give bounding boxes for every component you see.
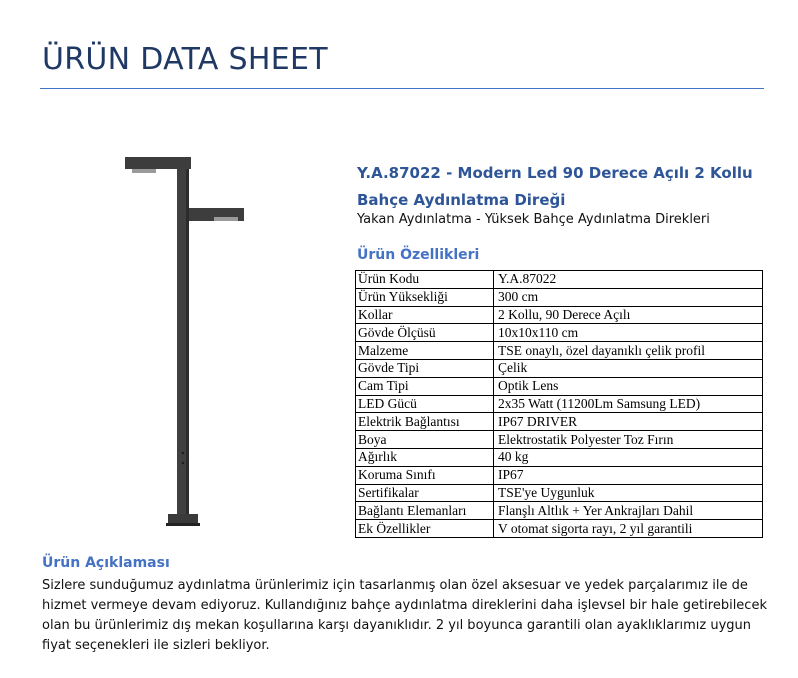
table-row: [356, 271, 763, 289]
specs-table: [355, 270, 763, 538]
spec-key: Bağlantı Elemanları: [356, 502, 494, 520]
spec-key: Sertifikalar: [356, 484, 494, 502]
spec-value: TSE onaylı, özel dayanıklı çelik profil: [494, 342, 763, 360]
spec-key: Malzeme: [356, 342, 494, 360]
table-row: [356, 502, 763, 520]
spec-key: Kollar: [356, 306, 494, 324]
table-row: [356, 413, 763, 431]
spec-key: Cam Tipi: [356, 377, 494, 395]
spec-value: Optik Lens: [494, 377, 763, 395]
table-row: [356, 395, 763, 413]
spec-key: Elektrik Bağlantısı: [356, 413, 494, 431]
description-heading: Ürün Açıklaması: [42, 555, 170, 571]
spec-value: Çelik: [494, 359, 763, 377]
table-row: [356, 484, 763, 502]
spec-key: Koruma Sınıfı: [356, 466, 494, 484]
table-row: [356, 359, 763, 377]
spec-value: 10x10x110 cm: [494, 324, 763, 342]
spec-key: Gövde Ölçüsü: [356, 324, 494, 342]
table-row: [356, 431, 763, 449]
title-divider: [40, 88, 764, 89]
table-row: [356, 288, 763, 306]
spec-key: LED Gücü: [356, 395, 494, 413]
spec-value: 300 cm: [494, 288, 763, 306]
spec-key: Boya: [356, 431, 494, 449]
table-row: [356, 377, 763, 395]
spec-value: IP67: [494, 466, 763, 484]
product-heading: Y.A.87022 - Modern Led 90 Derece Açılı 2 Kollu Bahçe Aydınlatma Direği: [357, 164, 753, 209]
description-text: Sizlere sunduğumuz aydınlatma ürünlerimiz için tasarlanmış olan özel aksesuar ve yedek parçalarımız ile de hizmet vermeye devam ediyoruz. Kullandığınız bahçe aydınlatma direklerini daha işlevsel bir hale getirebilecek olan bu ürünlerimiz dış mekan koşullarına karşı dayanıklıdır. 2 yıl boyunca garantili olan ayaklıklarımız uygun fiyat seçenekleri ile sizleri bekliyor.: [42, 578, 767, 653]
spec-value: V otomat sigorta rayı, 2 yıl garantili: [494, 520, 763, 538]
upper-led-lens: [132, 169, 156, 173]
page-title: ÜRÜN DATA SHEET: [42, 42, 328, 77]
table-row: [356, 324, 763, 342]
table-row: [356, 306, 763, 324]
spec-value: 2 Kollu, 90 Derece Açılı: [494, 306, 763, 324]
spec-key: Gövde Tipi: [356, 359, 494, 377]
spec-value: TSE'ye Uygunluk: [494, 484, 763, 502]
spec-value: IP67 DRIVER: [494, 413, 763, 431]
spec-value: Flanşlı Altlık + Yer Ankrajları Dahil: [494, 502, 763, 520]
product-subtitle: Yakan Aydınlatma - Yüksek Bahçe Aydınlatma Direkleri: [357, 212, 710, 227]
product-image: [118, 150, 258, 535]
specs-heading: Ürün Özellikleri: [357, 247, 480, 263]
spec-key: Ağırlık: [356, 448, 494, 466]
table-row: [356, 520, 763, 538]
spec-key: Ek Özellikler: [356, 520, 494, 538]
spec-key: Ürün Yüksekliği: [356, 288, 494, 306]
lower-led-lens: [214, 217, 238, 221]
table-row: [356, 466, 763, 484]
upper-arm: [125, 157, 191, 169]
table-row: [356, 448, 763, 466]
spec-key: Ürün Kodu: [356, 271, 494, 289]
spec-value: Elektrostatik Polyester Toz Fırın: [494, 431, 763, 449]
spec-value: 40 kg: [494, 448, 763, 466]
spec-value: 2x35 Watt (11200Lm Samsung LED): [494, 395, 763, 413]
spec-value: Y.A.87022: [494, 271, 763, 289]
table-row: [356, 342, 763, 360]
